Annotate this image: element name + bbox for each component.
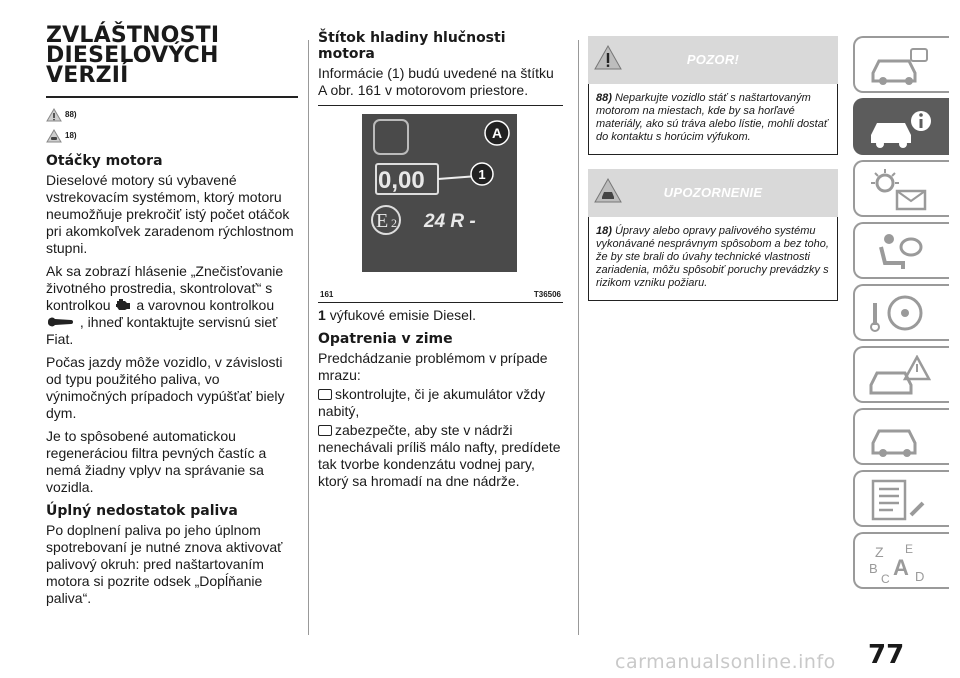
- callout-a-marker: [484, 120, 510, 146]
- paragraph: Informácie (1) budú uvedené na štítku A obr. 161 v motorovom priestore.: [318, 65, 554, 98]
- airbag-seat-icon: [867, 231, 931, 273]
- warning-triangle-icon: [46, 108, 62, 122]
- car-warning-icon: [867, 355, 931, 397]
- engine-warning-light-icon: [114, 298, 132, 311]
- page-title: ZVLÁŠTNOSTI DIESELOVÝCH VERZIÍ: [46, 23, 220, 88]
- warning-reference[interactable]: 88): [46, 104, 298, 125]
- paragraph: Dieselové motory sú vybavené vstrekovacím systémom, ktorý motoru neumožňuje prekročiť istý počet otáčok pri akomkoľvek zaradenom rýchlostnom stupni.: [46, 172, 294, 256]
- section-heading-winter: Opatrenia v zime: [318, 331, 453, 347]
- notice-callout-header: [588, 169, 838, 217]
- column-noise-label: [318, 30, 563, 496]
- car-service-icon: [867, 417, 931, 459]
- tab-dashboard[interactable]: [853, 36, 949, 93]
- light-envelope-icon: [867, 169, 931, 211]
- svg-text:A: A: [491, 125, 503, 141]
- tab-car-info[interactable]: [853, 98, 949, 155]
- notice-reference[interactable]: 18): [46, 125, 298, 146]
- tab-driving[interactable]: [853, 284, 949, 341]
- column-divider: [578, 40, 579, 635]
- tab-index[interactable]: [853, 532, 949, 589]
- callout-1-label: 1: [478, 167, 486, 182]
- title-rule: [46, 96, 298, 98]
- document-list-icon: [867, 479, 931, 521]
- warning-callout-body: 88) Neparkujte vozidlo stáť s naštartovaným motorom na miestach, kde by sa horľavé materiály, ako sú tráva alebo lístie, mohli dostať do kontaktu s horúcim výfukom.: [588, 84, 838, 155]
- e-mark-number: 2: [391, 216, 397, 230]
- paragraph: Počas jazdy môže vozidlo, v závislosti od typu použitého paliva, vo výnimočných prípadoch vypúšťať biely dym.: [46, 354, 285, 421]
- figure-code: T36506: [533, 290, 561, 299]
- notice-title: UPOZORNENIE: [663, 185, 763, 200]
- warning-callout: [588, 36, 838, 155]
- notice-callout: [588, 169, 838, 301]
- steering-wheel-icon: [867, 293, 931, 335]
- list-item: skontrolujte, či je akumulátor vždy nabitý,: [318, 386, 546, 419]
- section-heading-engine-speed: Otáčky motora: [46, 153, 163, 169]
- paragraph-with-icons: Ak sa zobrazí hlásenie „Znečisťovanie životného prostredia, skontrolovať“ s kontrolkou a varovnou kontrolkou , ihneď kontaktujte servisnú sieť Fiat.: [46, 263, 284, 347]
- chapter-tabs: [853, 36, 949, 594]
- column-divider: [308, 40, 309, 635]
- list-item: zabezpečte, aby ste v nádrži nenechávali príliš málo nafty, predídete tak tvorbe kondenzátu vodnej pary, ktorý sa hromadí na dne nádrže.: [318, 422, 561, 489]
- checkbox-bullet-icon: [318, 389, 332, 400]
- paragraph: Predchádzanie problémom v prípade mrazu:: [318, 350, 548, 383]
- alphabet-index-icon: [867, 541, 931, 583]
- section-heading-fuel-shortage: Úplný nedostatok paliva: [46, 503, 238, 519]
- warning-callout-header: [588, 36, 838, 84]
- label-value: 0,00: [378, 167, 425, 194]
- svg-text:Z: Z: [875, 544, 884, 560]
- spanner-warning-icon: [46, 315, 76, 329]
- e-mark-letter: E: [376, 210, 389, 232]
- tab-lights[interactable]: [853, 160, 949, 217]
- column-diesel-specifics: [46, 23, 298, 613]
- watermark: carmanualsonline.info: [615, 651, 836, 673]
- svg-text:B: B: [869, 561, 878, 576]
- figure-number: 161: [320, 290, 334, 299]
- warning-title: POZOR!: [686, 52, 740, 67]
- paragraph: Je to spôsobené automatickou regeneráciou filtra pevných častíc a nemá žiadny vplyv na správanie sa vozidla.: [46, 428, 267, 495]
- figure-161: [318, 105, 563, 303]
- column-callouts: [588, 36, 838, 301]
- tab-maintenance[interactable]: [853, 408, 949, 465]
- section-heading-noise-label: Štítok hladiny hlučnosti motora: [318, 30, 506, 62]
- svg-text:D: D: [915, 569, 925, 583]
- svg-text:C: C: [881, 572, 890, 583]
- car-dashboard-icon: [867, 45, 931, 87]
- figure-legend: 1 výfukové emisie Diesel.: [318, 307, 476, 323]
- page-number: 77: [868, 640, 905, 670]
- approval-code: 24 R -: [424, 211, 476, 232]
- checkbox-bullet-icon: [318, 425, 332, 436]
- paragraph: Po doplnení paliva po jeho úplnom spotrebovaní je nutné znova aktivovať palivový okruh: pred naštartovaním motora si pozrite odsek „Dopĺňanie paliva“.: [46, 522, 283, 606]
- car-info-icon: [867, 107, 931, 149]
- tab-technical-data[interactable]: [853, 470, 949, 527]
- tab-safety[interactable]: [853, 222, 949, 279]
- svg-text:A: A: [893, 555, 909, 580]
- notice-car-icon: [46, 129, 62, 143]
- notice-callout-body: 18) Úpravy alebo opravy palivového systému vykonávané nesprávnym spôsobom a bez toho, že by ste brali do úvahy technické vlastnosti zariadenia, môžu spôsobiť poruchy prevádzky s rizikom vzniku požiaru.: [588, 217, 838, 301]
- tab-emergency[interactable]: [853, 346, 949, 403]
- svg-text:E: E: [905, 542, 914, 556]
